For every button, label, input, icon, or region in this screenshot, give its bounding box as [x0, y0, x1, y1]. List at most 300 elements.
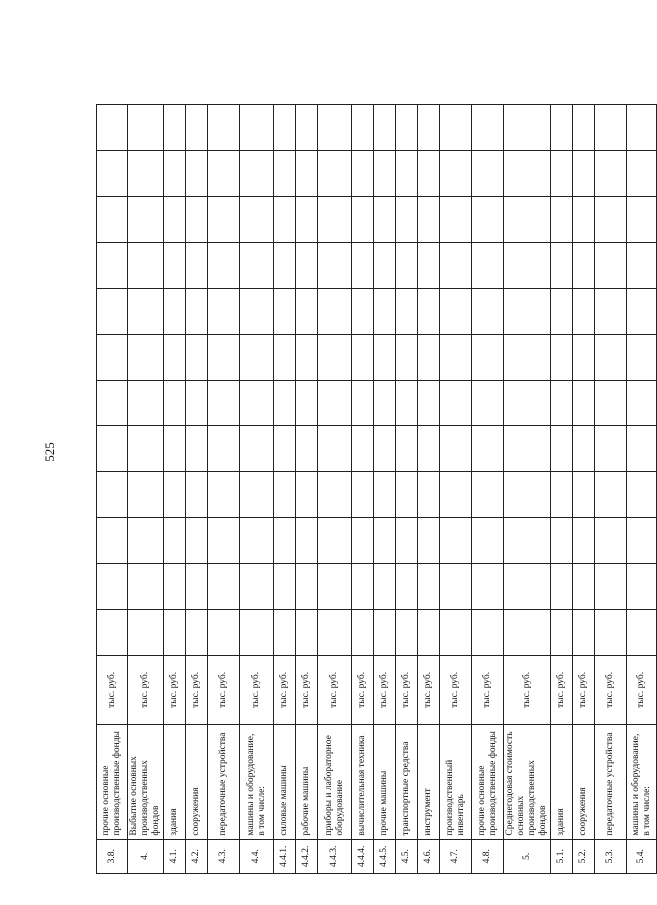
value-cell [440, 518, 472, 564]
value-cell [240, 518, 274, 564]
value-cell [472, 288, 504, 334]
value-cell [296, 150, 318, 196]
value-cell [164, 196, 186, 242]
value-cell [573, 610, 595, 656]
value-cell [472, 472, 504, 518]
row-name: приборы и лабораторное оборудование [318, 724, 352, 839]
value-cell [504, 380, 551, 426]
table-row [240, 105, 274, 874]
value-cell [274, 610, 296, 656]
value-cell [318, 288, 352, 334]
row-name: здания [551, 724, 573, 839]
value-cell [595, 242, 627, 288]
value-cell [396, 150, 418, 196]
value-cell [274, 380, 296, 426]
value-cell [296, 380, 318, 426]
value-cell [472, 380, 504, 426]
value-cell [164, 288, 186, 334]
value-cell [186, 105, 208, 151]
value-cell [318, 610, 352, 656]
table-row [396, 105, 418, 874]
value-cell [551, 242, 573, 288]
value-cell [504, 564, 551, 610]
row-name: здания [164, 724, 186, 839]
value-cell [186, 288, 208, 334]
value-cell [440, 242, 472, 288]
value-cell [128, 150, 164, 196]
value-cell [186, 380, 208, 426]
value-cell [274, 242, 296, 288]
value-cell [551, 472, 573, 518]
row-unit: тыс. руб. [396, 655, 418, 724]
value-cell [274, 472, 296, 518]
row-name: передаточные устройства [208, 724, 240, 839]
value-cell [296, 564, 318, 610]
value-cell [595, 288, 627, 334]
value-cell [240, 242, 274, 288]
value-cell [504, 472, 551, 518]
value-cell [186, 242, 208, 288]
row-number: 5.4. [627, 839, 657, 873]
row-name: сооружения [186, 724, 208, 839]
value-cell [128, 196, 164, 242]
value-cell [627, 380, 657, 426]
value-cell [240, 334, 274, 380]
value-cell [128, 242, 164, 288]
row-number: 4.4. [240, 839, 274, 873]
value-cell [208, 288, 240, 334]
row-unit: тыс. руб. [418, 655, 440, 724]
value-cell [97, 242, 128, 288]
value-cell [274, 426, 296, 472]
value-cell [551, 150, 573, 196]
value-cell [208, 610, 240, 656]
value-cell [128, 518, 164, 564]
value-cell [208, 518, 240, 564]
value-cell [164, 334, 186, 380]
table-row [352, 105, 374, 874]
value-cell [97, 610, 128, 656]
row-number: 4.4.2. [296, 839, 318, 873]
value-cell [274, 518, 296, 564]
row-name: Среднегодовая стоимость основных производственных фондов [504, 724, 551, 839]
row-number: 4.8. [472, 839, 504, 873]
value-cell [296, 610, 318, 656]
value-cell [595, 334, 627, 380]
value-cell [164, 426, 186, 472]
value-cell [208, 380, 240, 426]
value-cell [296, 518, 318, 564]
value-cell [186, 564, 208, 610]
value-cell [208, 150, 240, 196]
value-cell [208, 472, 240, 518]
value-cell [352, 150, 374, 196]
value-cell [352, 472, 374, 518]
row-name: машины и оборудование, в том числе: [627, 724, 657, 839]
value-cell [396, 518, 418, 564]
row-name: рабочие машины [296, 724, 318, 839]
value-cell [97, 334, 128, 380]
value-cell [97, 288, 128, 334]
table-row [164, 105, 186, 874]
table-row [551, 105, 573, 874]
value-cell [318, 426, 352, 472]
value-cell [418, 150, 440, 196]
value-cell [374, 472, 396, 518]
value-cell [374, 150, 396, 196]
value-cell [318, 518, 352, 564]
value-cell [97, 150, 128, 196]
row-unit: тыс. руб. [97, 655, 128, 724]
value-cell [551, 196, 573, 242]
value-cell [551, 610, 573, 656]
value-cell [551, 426, 573, 472]
value-cell [274, 105, 296, 151]
row-number: 4.7. [440, 839, 472, 873]
value-cell [573, 380, 595, 426]
value-cell [627, 564, 657, 610]
value-cell [418, 196, 440, 242]
table-row [186, 105, 208, 874]
value-cell [396, 105, 418, 151]
value-cell [208, 196, 240, 242]
value-cell [573, 564, 595, 610]
row-name: прочие основные производственные фонды [472, 724, 504, 839]
row-unit: тыс. руб. [440, 655, 472, 724]
value-cell [374, 518, 396, 564]
value-cell [352, 105, 374, 151]
row-number: 4.5. [396, 839, 418, 873]
value-cell [240, 380, 274, 426]
value-cell [595, 564, 627, 610]
value-cell [396, 196, 418, 242]
row-unit: тыс. руб. [627, 655, 657, 724]
value-cell [128, 288, 164, 334]
row-number: 5.3. [595, 839, 627, 873]
data-table [96, 104, 657, 874]
value-cell [164, 564, 186, 610]
value-cell [440, 196, 472, 242]
value-cell [274, 288, 296, 334]
value-cell [374, 105, 396, 151]
value-cell [318, 380, 352, 426]
value-cell [551, 518, 573, 564]
value-cell [240, 472, 274, 518]
row-name: машины и оборудование, в том числе: [240, 724, 274, 839]
row-unit: тыс. руб. [352, 655, 374, 724]
value-cell [504, 426, 551, 472]
table-row [374, 105, 396, 874]
row-number: 4.4.3. [318, 839, 352, 873]
value-cell [396, 288, 418, 334]
value-cell [627, 518, 657, 564]
value-cell [318, 105, 352, 151]
value-cell [472, 150, 504, 196]
row-name: передаточные устройства [595, 724, 627, 839]
value-cell [440, 426, 472, 472]
table-row [595, 105, 627, 874]
value-cell [296, 105, 318, 151]
table-row [208, 105, 240, 874]
table-row [627, 105, 657, 874]
value-cell [440, 334, 472, 380]
value-cell [504, 288, 551, 334]
row-name: силовые машины [274, 724, 296, 839]
table-row [418, 105, 440, 874]
value-cell [627, 105, 657, 151]
value-cell [97, 564, 128, 610]
row-number: 4.1. [164, 839, 186, 873]
value-cell [352, 518, 374, 564]
value-cell [573, 472, 595, 518]
row-unit: тыс. руб. [274, 655, 296, 724]
value-cell [396, 426, 418, 472]
value-cell [97, 518, 128, 564]
value-cell [164, 242, 186, 288]
value-cell [504, 610, 551, 656]
value-cell [274, 150, 296, 196]
value-cell [573, 105, 595, 151]
row-number: 4.4.5. [374, 839, 396, 873]
value-cell [627, 288, 657, 334]
value-cell [97, 426, 128, 472]
value-cell [318, 564, 352, 610]
value-cell [240, 426, 274, 472]
value-cell [274, 196, 296, 242]
row-number: 4.4.1. [274, 839, 296, 873]
value-cell [208, 426, 240, 472]
value-cell [352, 380, 374, 426]
row-name: транспортные средства [396, 724, 418, 839]
value-cell [573, 426, 595, 472]
value-cell [352, 610, 374, 656]
value-cell [164, 472, 186, 518]
value-cell [318, 196, 352, 242]
value-cell [240, 196, 274, 242]
value-cell [551, 564, 573, 610]
row-number: 3.8. [97, 839, 128, 873]
row-number: 4.2. [186, 839, 208, 873]
value-cell [627, 196, 657, 242]
row-name: производственный инвентарь [440, 724, 472, 839]
rotated-table-container [96, 104, 652, 874]
row-unit: тыс. руб. [128, 655, 164, 724]
table-row [504, 105, 551, 874]
value-cell [186, 610, 208, 656]
value-cell [352, 242, 374, 288]
value-cell [128, 105, 164, 151]
row-unit: тыс. руб. [504, 655, 551, 724]
value-cell [296, 334, 318, 380]
value-cell [504, 334, 551, 380]
row-name: инструмент [418, 724, 440, 839]
value-cell [396, 380, 418, 426]
value-cell [418, 105, 440, 151]
row-name: вычислительная техника [352, 724, 374, 839]
value-cell [186, 426, 208, 472]
value-cell [418, 288, 440, 334]
value-cell [352, 334, 374, 380]
value-cell [128, 380, 164, 426]
value-cell [472, 610, 504, 656]
value-cell [164, 105, 186, 151]
value-cell [240, 105, 274, 151]
value-cell [296, 288, 318, 334]
value-cell [164, 610, 186, 656]
row-number: 4.6. [418, 839, 440, 873]
value-cell [551, 288, 573, 334]
value-cell [595, 472, 627, 518]
row-number: 4.4.4. [352, 839, 374, 873]
value-cell [472, 196, 504, 242]
row-unit: тыс. руб. [318, 655, 352, 724]
value-cell [595, 518, 627, 564]
value-cell [551, 380, 573, 426]
value-cell [595, 610, 627, 656]
value-cell [440, 564, 472, 610]
value-cell [595, 426, 627, 472]
value-cell [551, 105, 573, 151]
value-cell [627, 610, 657, 656]
value-cell [296, 472, 318, 518]
value-cell [418, 518, 440, 564]
row-name: прочие основные производственные фонды [97, 724, 128, 839]
value-cell [164, 150, 186, 196]
value-cell [573, 518, 595, 564]
value-cell [418, 380, 440, 426]
row-number: 5.2. [573, 839, 595, 873]
row-unit: тыс. руб. [296, 655, 318, 724]
value-cell [240, 288, 274, 334]
value-cell [208, 105, 240, 151]
value-cell [573, 150, 595, 196]
value-cell [551, 334, 573, 380]
row-number: 4.3. [208, 839, 240, 873]
value-cell [97, 472, 128, 518]
value-cell [472, 564, 504, 610]
value-cell [595, 380, 627, 426]
row-number: 4. [128, 839, 164, 873]
table-row [440, 105, 472, 874]
value-cell [573, 288, 595, 334]
value-cell [472, 518, 504, 564]
value-cell [374, 196, 396, 242]
value-cell [128, 334, 164, 380]
value-cell [186, 472, 208, 518]
value-cell [374, 610, 396, 656]
value-cell [595, 105, 627, 151]
value-cell [352, 426, 374, 472]
value-cell [440, 150, 472, 196]
value-cell [296, 196, 318, 242]
value-cell [627, 334, 657, 380]
value-cell [504, 105, 551, 151]
row-unit: тыс. руб. [551, 655, 573, 724]
row-unit: тыс. руб. [186, 655, 208, 724]
row-name: прочие машины [374, 724, 396, 839]
value-cell [318, 150, 352, 196]
value-cell [573, 242, 595, 288]
value-cell [128, 610, 164, 656]
row-number: 5. [504, 839, 551, 873]
row-unit: тыс. руб. [164, 655, 186, 724]
value-cell [418, 426, 440, 472]
value-cell [186, 518, 208, 564]
value-cell [97, 380, 128, 426]
value-cell [627, 242, 657, 288]
value-cell [318, 242, 352, 288]
value-cell [418, 610, 440, 656]
value-cell [396, 564, 418, 610]
value-cell [374, 288, 396, 334]
value-cell [186, 150, 208, 196]
row-unit: тыс. руб. [240, 655, 274, 724]
value-cell [352, 288, 374, 334]
value-cell [595, 150, 627, 196]
value-cell [573, 196, 595, 242]
value-cell [274, 334, 296, 380]
value-cell [627, 150, 657, 196]
value-cell [504, 242, 551, 288]
value-cell [97, 105, 128, 151]
value-cell [472, 105, 504, 151]
value-cell [208, 564, 240, 610]
value-cell [128, 564, 164, 610]
value-cell [318, 334, 352, 380]
value-cell [472, 334, 504, 380]
table-row [318, 105, 352, 874]
value-cell [418, 334, 440, 380]
value-cell [504, 150, 551, 196]
value-cell [396, 334, 418, 380]
value-cell [440, 288, 472, 334]
value-cell [374, 564, 396, 610]
value-cell [240, 610, 274, 656]
value-cell [128, 426, 164, 472]
value-cell [164, 518, 186, 564]
row-unit: тыс. руб. [374, 655, 396, 724]
row-unit: тыс. руб. [208, 655, 240, 724]
value-cell [573, 334, 595, 380]
value-cell [208, 242, 240, 288]
value-cell [186, 334, 208, 380]
value-cell [440, 105, 472, 151]
row-unit: тыс. руб. [472, 655, 504, 724]
table-row [472, 105, 504, 874]
row-unit: тыс. руб. [595, 655, 627, 724]
value-cell [472, 242, 504, 288]
row-number: 5.1. [551, 839, 573, 873]
value-cell [472, 426, 504, 472]
table-row [128, 105, 164, 874]
row-unit: тыс. руб. [573, 655, 595, 724]
table-row [274, 105, 296, 874]
value-cell [128, 472, 164, 518]
row-name: Выбытие основных производственных фондов [128, 724, 164, 839]
value-cell [440, 380, 472, 426]
value-cell [418, 242, 440, 288]
table-row [97, 105, 128, 874]
row-name: сооружения [573, 724, 595, 839]
value-cell [164, 380, 186, 426]
table-row [296, 105, 318, 874]
value-cell [440, 472, 472, 518]
value-cell [274, 564, 296, 610]
value-cell [374, 334, 396, 380]
value-cell [186, 196, 208, 242]
value-cell [396, 610, 418, 656]
value-cell [627, 472, 657, 518]
